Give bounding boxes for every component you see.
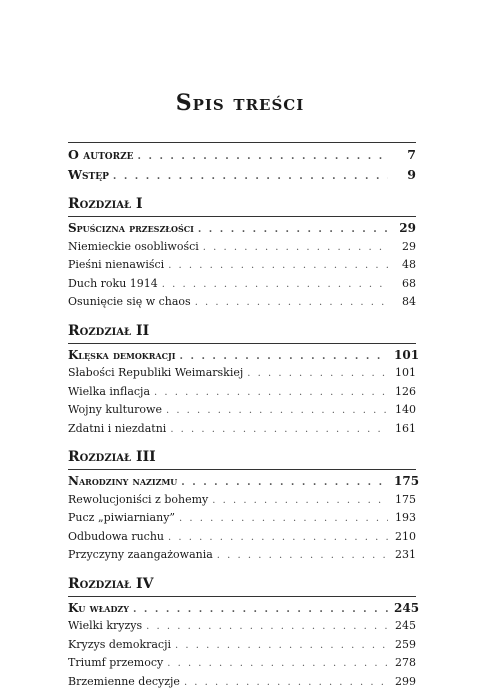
table-of-contents (68, 136, 416, 693)
leader-dots (247, 368, 388, 379)
toc-entry-page: 101 (388, 348, 416, 362)
leader-dots (175, 640, 388, 651)
toc-entry-page: 231 (388, 548, 416, 561)
toc-entry-page: 175 (388, 493, 416, 506)
toc-entry-page: 245 (388, 601, 416, 615)
leader-dots (198, 224, 388, 235)
toc-entry-page: 140 (388, 403, 416, 416)
toc-entry-label: Narodziny nazizmu (68, 474, 181, 488)
divider (68, 596, 416, 597)
toc-entry-label: Duch roku 1914 (68, 277, 162, 290)
leader-dots (166, 405, 388, 416)
leader-dots (154, 387, 388, 398)
toc-entry-label: Rewolucjoniści z bohemy (68, 493, 212, 506)
toc-entry-page: 7 (388, 147, 416, 162)
toc-entry-label: Ku władzy (68, 601, 133, 615)
toc-entry[interactable] (68, 295, 416, 314)
chapter-heading: Rozdział IV (68, 576, 416, 594)
toc-entry-label: Wielki kryzys (68, 619, 146, 632)
toc-entry-page: 126 (388, 385, 416, 398)
toc-entry-page: 48 (388, 258, 416, 271)
toc-entry-label: Wielka inflacja (68, 385, 154, 398)
toc-entry-page: 299 (388, 675, 416, 688)
leader-dots (181, 477, 388, 488)
toc-entry-page: 278 (388, 656, 416, 669)
toc-entry-page: 9 (388, 167, 416, 182)
toc-entry[interactable] (68, 422, 416, 441)
toc-entry-page: 175 (388, 474, 416, 488)
toc-entry[interactable] (68, 403, 416, 422)
divider (68, 343, 416, 344)
toc-entry-label: Pucz „piwiarniany” (68, 511, 179, 524)
toc-section-entry[interactable] (68, 601, 416, 620)
leader-dots (133, 604, 388, 615)
toc-entry[interactable] (68, 619, 416, 638)
toc-entry[interactable] (68, 493, 416, 512)
toc-entry-page: 245 (388, 619, 416, 632)
toc-entry-label: Przyczyny zaangażowania (68, 548, 217, 561)
toc-entry[interactable] (68, 530, 416, 549)
toc-entry-page: 259 (388, 638, 416, 651)
toc-entry-page: 84 (388, 295, 416, 308)
toc-entry-label: Klęska demokracji (68, 348, 180, 362)
divider (68, 216, 416, 217)
toc-entry-label: Odbudowa ruchu (68, 530, 168, 543)
leader-dots (146, 621, 388, 632)
leader-dots (217, 550, 388, 561)
toc-entry[interactable] (68, 258, 416, 277)
toc-entry-page: 161 (388, 422, 416, 435)
toc-entry-label: Triumf przemocy (68, 656, 167, 669)
toc-entry[interactable] (68, 511, 416, 530)
toc-entry[interactable] (68, 638, 416, 657)
page-title: Spis treści (0, 90, 480, 116)
leader-dots (138, 151, 388, 162)
leader-dots (212, 495, 388, 506)
toc-entry[interactable] (68, 385, 416, 404)
toc-entry[interactable] (68, 366, 416, 385)
chapter-heading: Rozdział III (68, 449, 416, 467)
leader-dots (170, 424, 388, 435)
leader-dots (203, 242, 388, 253)
toc-entry-page: 101 (388, 366, 416, 379)
toc-entry-label: Kryzys demokracji (68, 638, 175, 651)
toc-section-entry[interactable] (68, 221, 416, 240)
leader-dots (167, 658, 388, 669)
leader-dots (162, 279, 388, 290)
leader-dots (184, 677, 388, 688)
toc-entry-label: Słabości Republiki Weimarskiej (68, 366, 247, 379)
toc-entry[interactable] (68, 240, 416, 259)
toc-entry-page: 29 (388, 221, 416, 235)
chapter-heading: Rozdział I (68, 196, 416, 214)
leader-dots (113, 171, 388, 182)
toc-entry-label: O autorze (68, 147, 138, 162)
toc-entry-label: Pieśni nienawiści (68, 258, 168, 271)
toc-entry[interactable] (68, 548, 416, 567)
toc-entry-label: Brzemienne decyzje (68, 675, 184, 688)
divider (68, 142, 416, 143)
toc-section-entry[interactable] (68, 474, 416, 493)
toc-entry-label: Zdatni i niezdatni (68, 422, 170, 435)
toc-entry-label: Niemieckie osobliwości (68, 240, 203, 253)
leader-dots (168, 260, 388, 271)
toc-section-entry[interactable] (68, 348, 416, 367)
toc-entry-introduction[interactable] (68, 167, 416, 187)
toc-entry-label: Spuścizna przeszłości (68, 221, 198, 235)
toc-entry-label: Wstęp (68, 167, 113, 182)
leader-dots (168, 532, 388, 543)
toc-entry-page: 68 (388, 277, 416, 290)
toc-entry[interactable] (68, 656, 416, 675)
leader-dots (195, 297, 388, 308)
toc-entry-about-author[interactable] (68, 147, 416, 167)
leader-dots (180, 351, 388, 362)
toc-entry-page: 29 (388, 240, 416, 253)
chapter-heading: Rozdział II (68, 323, 416, 341)
divider (68, 469, 416, 470)
leader-dots (179, 513, 388, 524)
toc-entry[interactable] (68, 675, 416, 693)
toc-entry-page: 210 (388, 530, 416, 543)
toc-entry[interactable] (68, 277, 416, 296)
toc-entry-label: Wojny kulturowe (68, 403, 166, 416)
toc-entry-label: Osunięcie się w chaos (68, 295, 195, 308)
toc-entry-page: 193 (388, 511, 416, 524)
